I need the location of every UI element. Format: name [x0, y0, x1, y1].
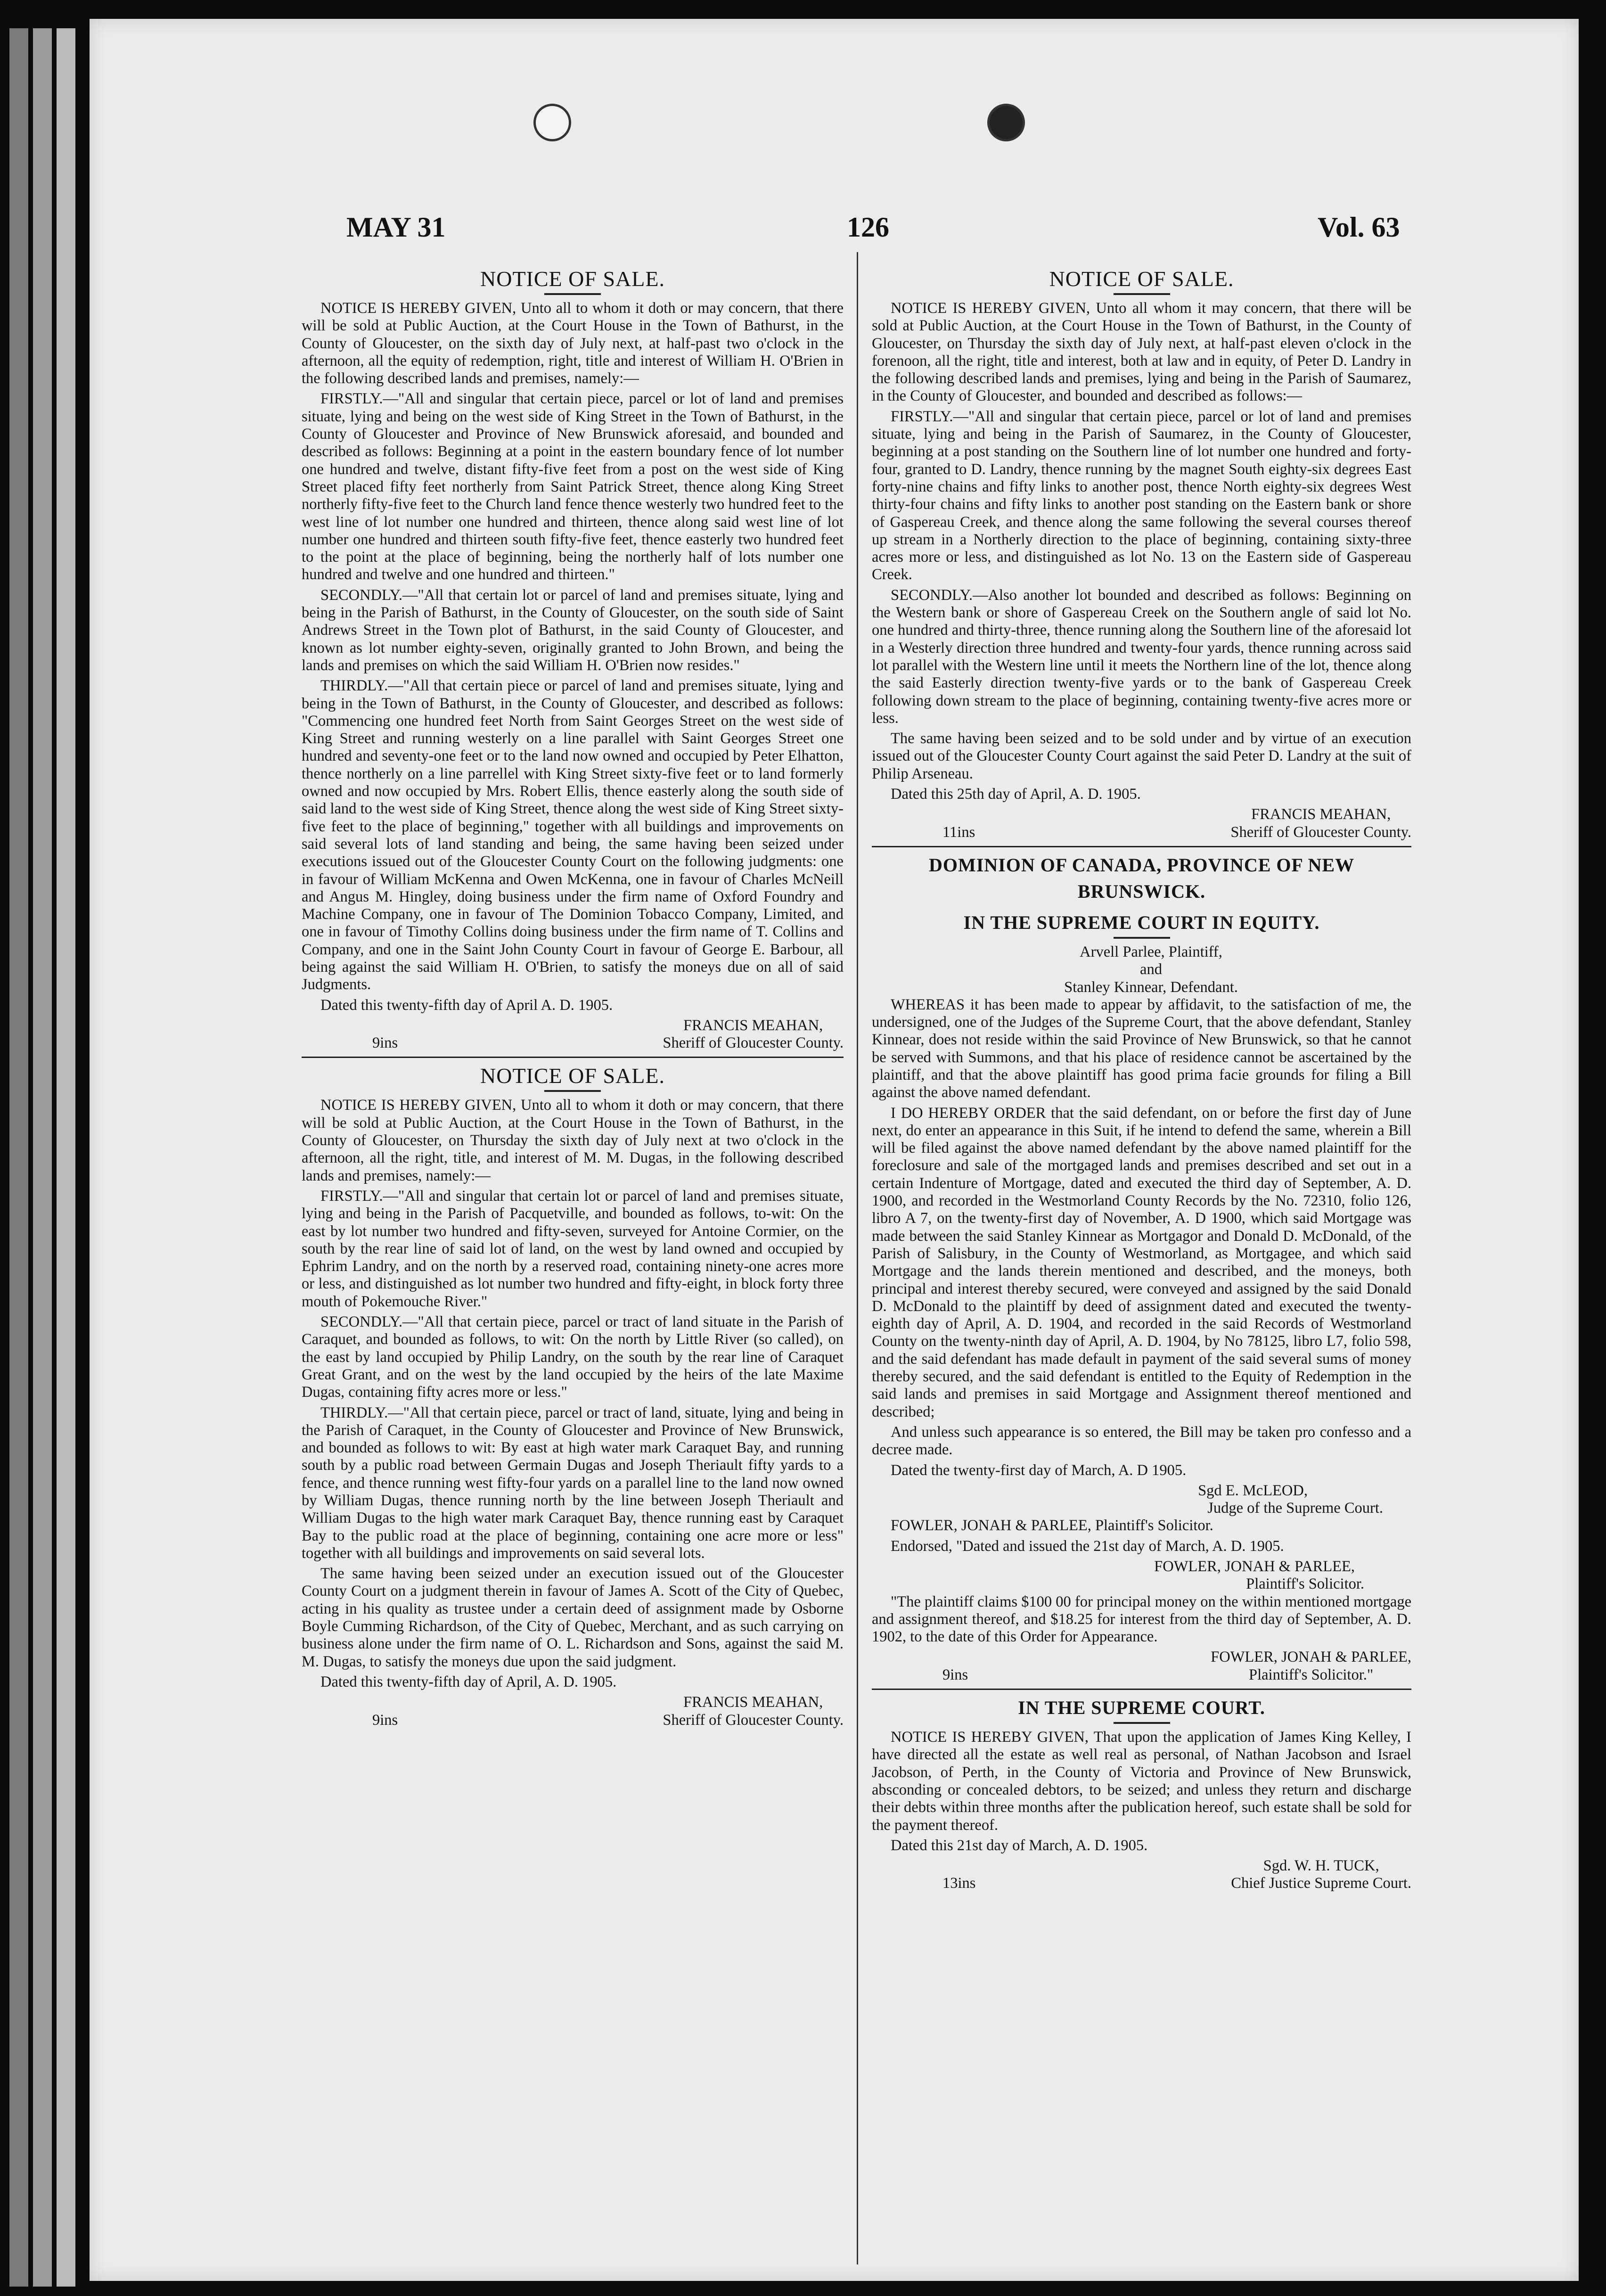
order-paragraph: I DO HEREBY ORDER that the said defendant, on or before the first day of June next, do enter an appearance in this Suit, if he intend to defend the same, wherein a Bill will be filed against the above named defendant by the above named plaintiff for the foreclosure and sale of the mortgaged lands and premises described and set out in a certain Indenture of Mortgage, dated and executed the third day of September, A. D. 1900, and recorded in the Westmorland County Records by the No. 72310, folio 126, libro A 7, on the twenty-first day of November, A. D 1900, which said Mortgage was made between the said Stanley Kinnear as Mortgagor and Donald D. McDonald, of the Parish of Salisbury, in the County of Westmorland, as Mortgagee, and which said Mortgage and the lands therein mentioned and described, and the moneys, both principal and interest thereby secured, were conveyed and assigned by the said Donald D. McDonald to the plaintiff by deed of assignment dated and executed the twenty-eighth day of April, A. D. 1904, and recorded in the said Records of Westmorland County on the twenty-ninth day of April, A. D. 1904, by No 78125, libro L7, folio 598, and the said defendant has made default in payment of the said several sums of money thereby secured, and the said defendant is entitled to the Equity of Redemption in the said lands and premises in said Mortgage and Assignment thereof mentioned and described; — [872, 1104, 1411, 1420]
signature-block — [663, 1017, 844, 1052]
signer-name: FRANCIS MEAHAN, — [683, 1694, 823, 1711]
whereas-paragraph: WHEREAS it has been made to appear by affidavit, to the satisfaction of me, the undersigned, one of the Judges of the Supreme Court, that the above defendant, Stanley Kinnear, does not reside within the said Province of New Brunswick, so that he cannot be served with Summons, and that his place of residence cannot be ascertained by the plaintiff, and that the above plaintiff has good prima facie grounds for filing a Bill against the above named defendant. — [872, 996, 1411, 1101]
notice-seized: The same having been seized under an execution issued out of the Gloucester County Court on a judgment therein in favour of James A. Scott of the City of Quebec, acting in his quality as trustee under a certain deed of assignment made by Osborne Boyle Cumming Richardson, of the City of Quebec, Merchant, and as such carrying on business alone under the firm name of O. L. Richardson and Sons, against the said M. M. Dugas, to satisfy the moneys due upon the said judgment. — [302, 1565, 844, 1670]
solicitor-firm: FOWLER, JONAH & PARLEE, — [1154, 1558, 1355, 1575]
notice-intro: NOTICE IS HEREBY GIVEN, Unto all to whom it doth or may concern, that there will be sold at Public Auction, at the Court House in the Town of Bathurst, in the County of Gloucester, on the sixth day of July next, at half-past two o'clock in the afternoon, all the equity of redemption, right, title and interest of William H. O'Brien in the following described lands and premises, namely:— — [302, 300, 844, 387]
signature-block — [663, 1694, 844, 1729]
signature-row — [872, 806, 1411, 841]
signature-row — [302, 1017, 844, 1052]
plaintiff-name: Arvell Parlee, Plaintiff, — [1080, 943, 1222, 960]
insertion-count: 9ins — [942, 1666, 968, 1683]
insertion-count: 9ins — [372, 1034, 398, 1052]
notice-of-sale-dugas — [302, 1063, 844, 1729]
signer-title: Sheriff of Gloucester County. — [663, 1034, 844, 1052]
judge-title: Judge of the Supreme Court. — [1207, 1500, 1383, 1517]
court-heading: IN THE SUPREME COURT. — [1018, 1697, 1265, 1719]
notice-thirdly: THIRDLY.—"All that certain piece, parcel or tract of land, situate, lying and being in the Parish of Caraquet, in the County of Gloucester and Province of New Brunswick, and bounded as follows to wit: By east at high water mark Caraquet Bay, and running south by a public road between Germain Dugas and Joseph Theriault fifty yards to a fence, and thence running west fifty-four yards on a parallel line to the land now owned by William Dugas, thence running north by the line between Joseph Theriault and William Dugas to the high water mark Caraquet Bay, thence running east by Caraquet Bay to the public road at the place of beginning, containing one acre more or less" together with all buildings and improvements on said several lots. — [302, 1404, 844, 1562]
notice-secondly: SECONDLY.—Also another lot bounded and described as follows: Beginning on the Western bank or shore of Gaspereau Creek on the Southern angle of said lot No. one hundred and thirty-three, thence running along the Southern line of the aforesaid lot in a Westerly direction three hundred and twenty-four yards, thence running across said lot parallel with the Western line until it meets the Northern line of the lot, thence along the said Easterly direction twenty-five yards or to the bank of Gaspereau Creek following down stream to the place of beginning, containing twenty-five acres more or less. — [872, 586, 1411, 727]
header-page-number: 126 — [847, 212, 889, 243]
notice-firstly: FIRSTLY.—"All and singular that certain lot or parcel of land and premises situate, lying and being in the Parish of Pacquetville, and bounded as follows, to-wit: On the east by lot number two hundred and fifty-seven, surveyed for Antoine Cormier, on the south by the rear line of said lot of land, on the west by land owned and occupied by Ephrim Landry, and on the north by a reserved road, containing ninety-one acres more or less, and distinguished as lot number two hundred and fifty-eight, in block forty three mouth of Pokemouche River." — [302, 1187, 844, 1310]
punch-hole — [987, 104, 1025, 141]
title-rule — [1114, 293, 1170, 295]
signature-block — [1231, 1857, 1411, 1893]
page-edge — [33, 28, 52, 2287]
notice-title: NOTICE OF SALE. — [480, 267, 665, 291]
claims-paragraph: "The plaintiff claims $100 00 for principal money on the within mentioned mortgage and assignment thereof, and $18.25 for interest from the third day of September, A. D. 1902, to the date of this Order for Appearance. — [872, 1593, 1411, 1646]
notice-secondly: SECONDLY.—"All that certain lot or parcel of land and premises situate, lying and being in the Parish of Bathurst, in the County of Gloucester, on the south side of Saint Andrews Street in the Town plot of Bathurst, in the said County of Gloucester, and known as lot number eighty-seven, originally granted to John Brown, and being the lands and premises on which the said William H. O'Brien now resides." — [302, 586, 844, 674]
section-rule — [872, 1689, 1411, 1690]
header-volume: Vol. 63 — [1318, 212, 1400, 243]
notice-of-sale-landry — [872, 266, 1411, 847]
solicitor-title: Plaintiff's Solicitor." — [1249, 1666, 1374, 1683]
title-rule — [1114, 937, 1170, 939]
notice-dated: Dated this 25th day of April, A. D. 1905. — [891, 786, 1141, 803]
notice-secondly: SECONDLY.—"All that certain piece, parcel or tract of land situate in the Parish of Caraquet, and bounded as follows, to wit: On the north by Little River (so called), on the east by land occupied by Philip Landry, on the south by the rear line of Caraquet Great Grant, and on the west by the land occupied by the heirs of the late Maxime Dugas, containing fifty acres more or less." — [302, 1313, 844, 1401]
signature-row — [872, 1857, 1411, 1893]
endorsed-line: Endorsed, "Dated and issued the 21st day of March, A. D. 1905. — [891, 1537, 1284, 1555]
notice-dated: Dated this twenty-fifth day of April A. D. 1905. — [320, 996, 613, 1014]
signer-title: Chief Justice Supreme Court. — [1231, 1875, 1411, 1892]
dominion-heading: DOMINION OF CANADA, PROVINCE OF NEW BRUNSWICK. — [928, 854, 1355, 902]
signer-title: Sheriff of Gloucester County. — [663, 1711, 844, 1729]
notice-body: NOTICE IS HEREBY GIVEN, That upon the application of James King Kelley, I have directed all the estate as well real as personal, of Nathan Jacobson and Israel Jacobson, of Perth, in the County of Victoria and Province of New Brunswick, absconding or concealed debtors, to be seized; and unless they return and discharge their debts within three months after the publication hereof, such estate shall be sold for the payment thereof. — [872, 1729, 1411, 1834]
insertion-count: 9ins — [372, 1711, 398, 1729]
defendant-name: Stanley Kinnear, Defendant. — [1064, 978, 1238, 996]
notice-title: NOTICE OF SALE. — [1049, 267, 1234, 291]
right-column — [872, 264, 1411, 1893]
solicitor-line: FOWLER, JONAH & PARLEE, Plaintiff's Solicitor. — [891, 1517, 1213, 1534]
punch-hole — [533, 104, 571, 141]
signature-row — [302, 1694, 844, 1729]
section-rule — [872, 846, 1411, 847]
notice-intro: NOTICE IS HEREBY GIVEN, Unto all to whom it doth or may concern, that there will be sold at Public Auction, at the Court House in the Town of Bathurst, in the County of Gloucester, on Thursday the sixth day of July next at two o'clock in the afternoon, all the right, title, and interest of M. M. Dugas, in the following described lands and premises, namely:— — [302, 1097, 844, 1184]
notice-seized: The same having been seized and to be sold under and by virtue of an execution issued out of the Gloucester County Court against the said Peter D. Landry at the suit of Philip Arseneau. — [872, 730, 1411, 782]
title-rule — [544, 1090, 601, 1092]
unless-paragraph: And unless such appearance is so entered, the Bill may be taken pro confesso and a decree made. — [872, 1423, 1411, 1459]
signature-row — [872, 1648, 1411, 1684]
insertion-count: 11ins — [942, 823, 975, 841]
page-edge — [9, 28, 28, 2287]
section-rule — [302, 1057, 844, 1058]
and-word: and — [1140, 961, 1162, 978]
notice-intro: NOTICE IS HEREBY GIVEN, Unto all whom it may concern, that there will be sold at Public Auction, at the Court House in the Town of Bathurst, in the County of Gloucester, on Thursday the sixth day of July next, at half-past eleven o'clock in the forenoon, all the right, title and interest, both at law and in equity, of Peter D. Landry in the following described lands and premises, lying and being in the Parish of Saumarez, in the County of Gloucester, and bounded and described as follows:— — [872, 300, 1411, 405]
notice-dated: Dated this 21st day of March, A. D. 1905. — [891, 1837, 1148, 1854]
solicitor-title: Plaintiff's Solicitor. — [1246, 1575, 1364, 1593]
notice-of-sale-obrien — [302, 266, 844, 1058]
signer-title: Sheriff of Gloucester County. — [1230, 823, 1411, 841]
equity-court-notice — [872, 852, 1411, 1690]
notice-dated: Dated this twenty-fifth day of April, A. D. 1905. — [320, 1673, 617, 1690]
signer-name: FRANCIS MEAHAN, — [683, 1017, 823, 1034]
order-dated: Dated the twenty-first day of March, A. D 1905. — [891, 1461, 1187, 1479]
solicitor-firm: FOWLER, JONAH & PARLEE, — [1211, 1648, 1411, 1666]
signature-block — [1230, 806, 1411, 841]
page-edge — [57, 28, 75, 2287]
left-column — [302, 264, 844, 1729]
column-divider — [857, 252, 858, 2264]
notice-firstly: FIRSTLY.—"All and singular that certain piece, parcel or lot of land and premises situate, lying and being in the Parish of Saumarez, in the County of Gloucester, beginning at a post standing on the Southern line of lot number one hundred and forty-four, granted to D. Landry, thence running by the magnet South eighty-six degrees East forty-nine chains and fifty links to another post, thence North eighty-six degrees West thirty-four chains and fifty links to another post standing on the Eastern bank or shore of Gaspereau Creek, and thence along the same following the several courses thereof up stream in a Northerly direction to the place of beginning, containing sixty-three acres more or less, and distinguished as lot No. 13 on the Eastern side of Gaspereau Creek. — [872, 408, 1411, 583]
supreme-court-notice — [872, 1695, 1411, 1893]
court-heading: IN THE SUPREME COURT IN EQUITY. — [963, 911, 1320, 933]
judge-signature: Sgd E. McLEOD, — [1198, 1482, 1308, 1499]
signature-block — [1211, 1648, 1411, 1684]
title-rule — [1114, 1722, 1170, 1724]
header-date: MAY 31 — [346, 212, 446, 243]
title-rule — [544, 293, 601, 295]
notice-thirdly: THIRDLY.—"All that certain piece or parcel of land and premises situate, lying and being in the Town of Bathurst, in the County of Gloucester, and described as follows: "Commencing one hundred feet North from Saint Georges Street on the west side of King Street and running westerly on a line parallel with Saint Georges Street one hundred and seventy-one feet or to the land now owned and occupied by Peter Elhatton, thence northerly on a line parrellel with King Street sixty-five feet or to land formerly owned and now occupied by Mrs. Robert Ellis, thence easterly along the south side of said land to the west side of King Street, thence along the west side of King Street sixty-five feet to the place of beginning," together with all buildings and improvements on said several lots of land standing and being, the same having been seized under executions issued out of the Gloucester County Court on the following judgments: one in favour of William McKenna and Owen McKenna, one in favour of Charles McNeill and Angus M. Hingley, doing business under the firm name of Oxford Foundry and Machine Company, one in favour of The Dominion Tobacco Company, Limited, and one in favour of Timothy Collins doing business under the firm name of T. Collins and Company, and one in the Saint John County Court in favour of George E. Barbour, all being against the said William H. O'Brien, to satisfy the moneys due on all of said Judgments. — [302, 677, 844, 993]
signer-name: FRANCIS MEAHAN, — [1251, 806, 1391, 823]
notice-title: NOTICE OF SALE. — [480, 1064, 665, 1088]
insertion-count: 13ins — [942, 1875, 976, 1892]
notice-firstly: FIRSTLY.—"All and singular that certain piece, parcel or lot of land and premises situate, lying and being on the west side of King Street in the Town of Bathurst, in the County of Gloucester and Province of New Brunswick aforesaid, and bounded and described as follows: Beginning at a point in the eastern boundary fence of lot number one hundred and twelve, distant fifty-five feet from a post on the west side of King Street placed fifty feet northerly from Saint Patrick Street, thence along King Street northerly fifty-five feet to the Church land fence thence westerly two hundred feet to the west line of lot number one hundred and thirteen, thence along said west line of lot number one hundred and thirteen south fifty-five feet, thence easterly two hundred feet to the point at the place of beginning, being the northerly half of lots number one hundred and twelve and one hundred and thirteen." — [302, 390, 844, 583]
signer-name: Sgd. W. H. TUCK, — [1263, 1857, 1379, 1875]
